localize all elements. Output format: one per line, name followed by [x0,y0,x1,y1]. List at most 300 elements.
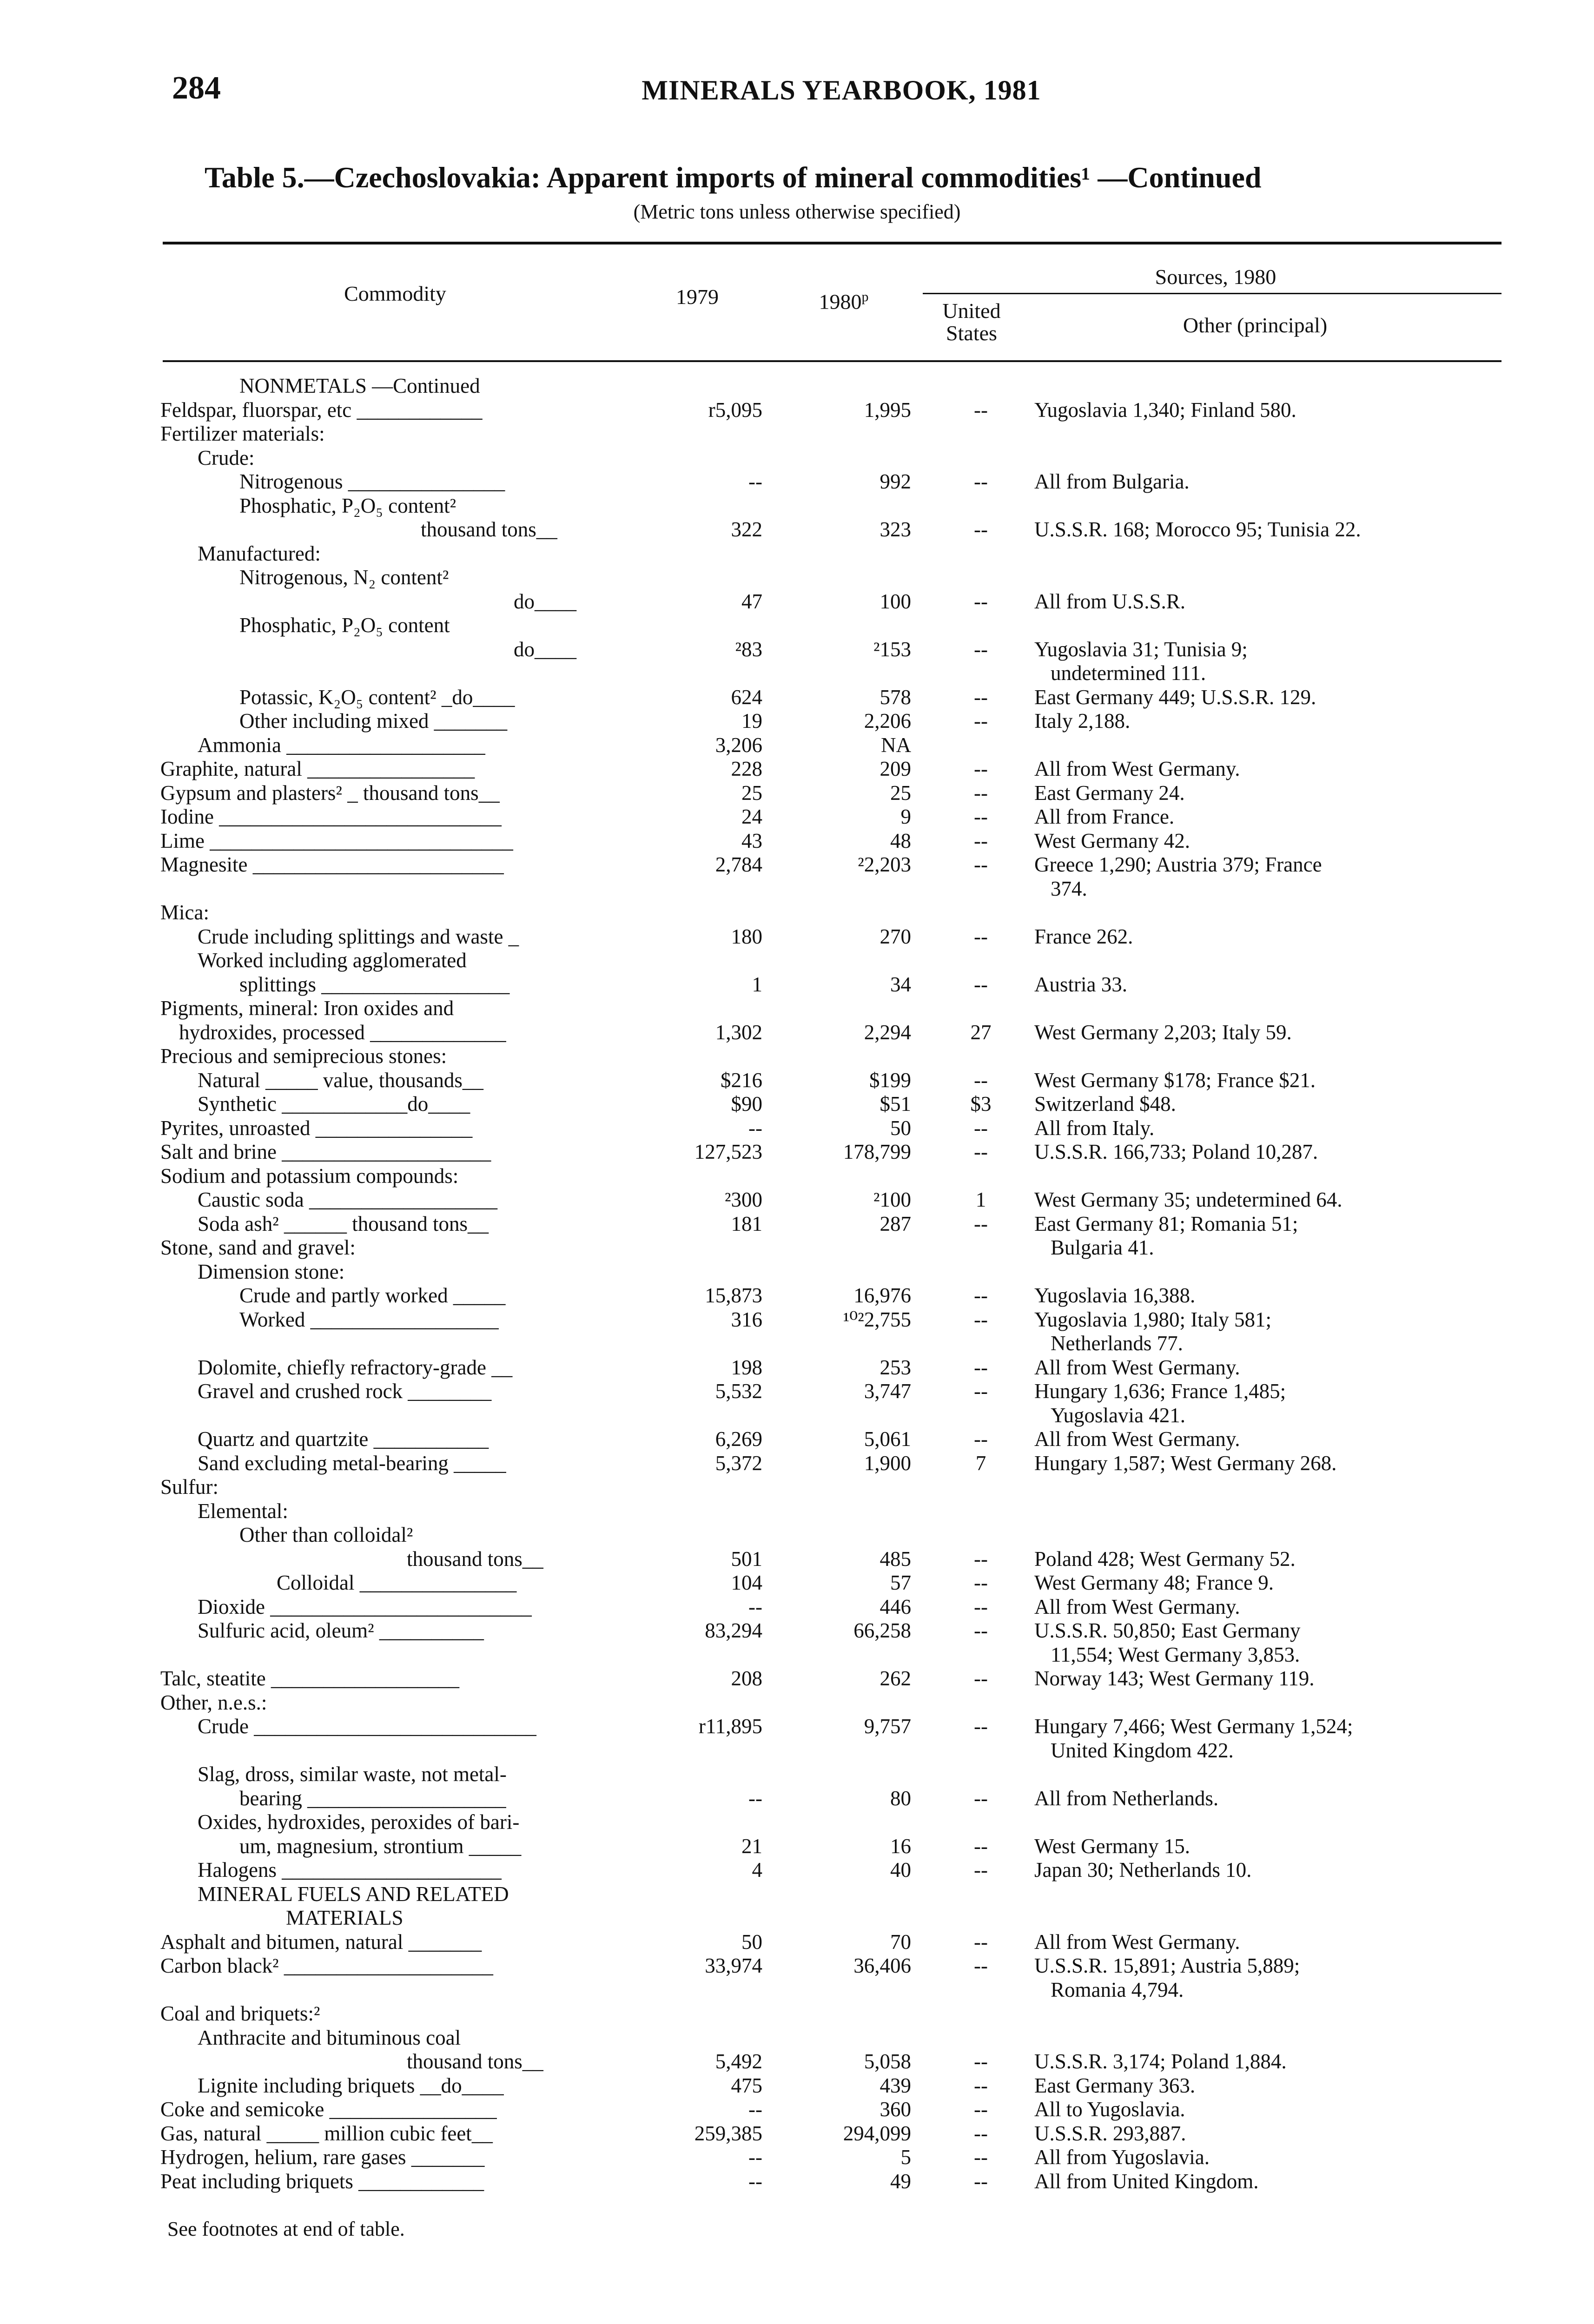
other-sources-continuation-cell: Bulgaria 41. [1051,1236,1154,1259]
table-row [0,925,1594,948]
commodity-cell: Worked including agglomerated [198,949,467,972]
other-sources-cell: All from West Germany. [1034,1595,1240,1618]
value-1980-cell: 48 [890,829,911,852]
commodity-cell: Crude including splittings and waste _ [198,925,519,948]
commodity-cell: Dolomite, chiefly refractory-grade __ [198,1356,513,1379]
value-1980-cell: 9 [900,805,911,828]
united-states-cell: -- [974,1595,988,1618]
commodity-cell: Iodine ___________________________ [160,805,502,828]
united-states-cell: -- [974,470,988,493]
value-1980-cell: $199 [869,1069,911,1092]
value-1980-cell: ²153 [873,638,911,661]
value-1979-cell: 43 [741,829,762,852]
united-states-cell: -- [974,2146,988,2169]
commodity-cell: Slag, dross, similar waste, not metal- [198,1763,507,1786]
value-1979-cell: 5,372 [715,1452,762,1475]
other-sources-continuation-cell: 11,554; West Germany 3,853. [1051,1643,1300,1666]
other-sources-cell: East Germany 24. [1034,781,1185,805]
table-row [0,374,1594,397]
table-row [0,805,1594,828]
commodity-cell: Other, n.e.s.: [160,1691,267,1714]
table-row [0,997,1594,1020]
commodity-cell: Peat including briquets ____________ [160,2170,484,2193]
value-1980-cell: 9,757 [864,1715,911,1738]
table-row [0,1763,1594,1786]
other-sources-cell: West Germany 2,203; Italy 59. [1034,1021,1292,1044]
table-row [0,1715,1594,1738]
other-sources-cell: All from West Germany. [1034,1427,1240,1451]
other-sources-continuation-cell: undetermined 111. [1051,661,1206,685]
commodity-cell: bearing ___________________ [239,1787,506,1810]
commodity-cell: thousand tons__ [407,2050,543,2073]
table-row [0,1954,1594,1977]
commodity-cell: Other including mixed _______ [239,709,508,733]
united-states-cell: -- [974,1571,988,1594]
table-row [0,470,1594,493]
united-states-cell: -- [974,2170,988,2193]
other-sources-cell: U.S.S.R. 293,887. [1034,2122,1186,2145]
commodity-cell: Halogens _____________________ [198,1858,502,1882]
value-1980-cell: ²100 [873,1188,911,1211]
commodity-cell: Pigments, mineral: Iron oxides and [160,997,454,1020]
united-states-cell: -- [974,805,988,828]
value-1979-cell: -- [748,2098,762,2121]
value-1980-cell: 294,099 [843,2122,911,2145]
commodity-cell: Feldspar, fluorspar, etc ____________ [160,398,483,422]
other-sources-cell: All from West Germany. [1034,757,1240,780]
commodity-cell: MINERAL FUELS AND RELATED [198,1882,509,1906]
commodity-cell: Mica: [160,901,209,924]
value-1980-cell: 100 [880,590,911,613]
table-row [0,2146,1594,2169]
commodity-cell: Sulfur: [160,1475,219,1499]
commodity-cell: Phosphatic, P₂O₅ content² [239,494,456,517]
commodity-cell: Lime _____________________________ [160,829,513,852]
value-1979-cell: 47 [741,590,762,613]
table-row [0,781,1594,805]
united-states-cell: -- [974,2074,988,2097]
footnote-reference: See footnotes at end of table. [167,2218,405,2240]
value-1980-cell: $51 [880,1092,911,1116]
value-1979-cell: 19 [741,709,762,733]
commodity-cell: Carbon black² ____________________ [160,1954,493,1977]
value-1980-cell: 2,294 [864,1021,911,1044]
value-1979-cell: 3,206 [715,733,762,757]
united-states-cell: -- [974,518,988,541]
value-1980-cell: 262 [880,1667,911,1690]
table-row [0,1069,1594,1092]
other-sources-cell: All from U.S.S.R. [1034,590,1186,613]
other-sources-cell: Austria 33. [1034,973,1127,996]
value-1980-cell: 178,799 [843,1140,911,1163]
table-row [0,494,1594,517]
commodity-cell: Manufactured: [198,542,321,565]
value-1980-cell: 253 [880,1356,911,1379]
table-row [0,566,1594,589]
value-1979-cell: 501 [731,1547,762,1571]
other-sources-cell: Italy 2,188. [1034,709,1131,733]
value-1980-cell: ¹⁰²2,755 [843,1308,911,1331]
other-sources-cell: All from France. [1034,805,1175,828]
value-1980-cell: 80 [890,1787,911,1810]
commodity-cell: hydroxides, processed _____________ [179,1021,506,1044]
value-1979-cell: 228 [731,757,762,780]
other-sources-continuation-cell: Yugoslavia 421. [1051,1404,1185,1427]
united-states-cell: -- [974,1715,988,1738]
value-1979-cell: 322 [731,518,762,541]
other-sources-cell: West Germany 15. [1034,1835,1191,1858]
table-row [0,638,1594,661]
other-sources-cell: All from West Germany. [1034,1356,1240,1379]
commodity-cell: Coal and briquets:² [160,2002,320,2025]
united-states-cell: -- [974,1212,988,1235]
value-1980-cell: 25 [890,781,911,805]
value-1980-cell: 57 [890,1571,911,1594]
value-1980-cell: 1,995 [864,398,911,422]
table-row [0,518,1594,541]
other-sources-cell: Norway 143; West Germany 119. [1034,1667,1315,1690]
value-1980-cell: 16,976 [853,1284,911,1307]
united-states-cell: -- [974,1284,988,1307]
other-sources-cell: Yugoslavia 31; Tunisia 9; [1034,638,1248,661]
table-subtitle: (Metric tons unless otherwise specified) [633,200,961,223]
table-row [0,2074,1594,2097]
value-1979-cell: -- [748,1787,762,1810]
table-row [0,1619,1594,1642]
value-1979-cell: ²300 [725,1188,762,1211]
united-states-cell: -- [974,1954,988,1977]
table-row [0,1380,1594,1403]
table-top-rule [163,242,1501,244]
commodity-cell: Caustic soda __________________ [198,1188,497,1211]
other-sources-cell: All from Yugoslavia. [1034,2146,1210,2169]
commodity-cell: Graphite, natural ________________ [160,757,475,780]
other-sources-continuation-cell: Romania 4,794. [1051,1978,1184,2001]
table-row [0,1595,1594,1618]
other-sources-cell: East Germany 449; U.S.S.R. 129. [1034,686,1316,709]
table-row [0,1452,1594,1475]
value-1979-cell: -- [748,1595,762,1618]
table-row [0,1523,1594,1546]
value-1979-cell: 15,873 [705,1284,762,1307]
commodity-cell: Ammonia ___________________ [198,733,485,757]
commodity-cell: Oxides, hydroxides, peroxides of bari- [198,1810,520,1834]
commodity-cell: do____ [514,638,576,661]
value-1980-cell: 16 [890,1835,911,1858]
table-row [0,1092,1594,1116]
commodity-cell: thousand tons__ [407,1547,543,1571]
table-row [0,2002,1594,2025]
commodity-cell: Precious and semiprecious stones: [160,1044,447,1068]
commodity-cell: Fertilizer materials: [160,422,325,445]
value-1979-cell: 50 [741,1930,762,1954]
commodity-cell: Synthetic ____________do____ [198,1092,470,1116]
table-row [0,1404,1594,1427]
commodity-cell: Colloidal _______________ [277,1571,517,1594]
preliminary-mark: p [861,289,869,304]
value-1979-cell: -- [748,470,762,493]
table-row [0,2170,1594,2193]
other-sources-cell: All from West Germany. [1034,1930,1240,1954]
united-states-cell: $3 [970,1092,992,1116]
other-sources-cell: Yugoslavia 1,340; Finland 580. [1034,398,1296,422]
united-states-cell: 27 [970,1021,992,1044]
commodity-cell: Crude ___________________________ [198,1715,536,1738]
value-1980-cell: 1,900 [864,1452,911,1475]
value-1980-cell: 34 [890,973,911,996]
table-row [0,686,1594,709]
commodity-cell: Phosphatic, P₂O₅ content [239,614,450,637]
table-row [0,1260,1594,1283]
running-title: MINERALS YEARBOOK, 1981 [642,75,1041,106]
united-states-cell: -- [974,1356,988,1379]
table-row [0,877,1594,900]
united-states-cell: -- [974,1069,988,1092]
united-states-cell: -- [974,2050,988,2073]
other-sources-cell: All from Bulgaria. [1034,470,1190,493]
other-sources-cell: France 262. [1034,925,1133,948]
table-row [0,542,1594,565]
table-row [0,1427,1594,1451]
table-row [0,853,1594,876]
value-1979-cell: 208 [731,1667,762,1690]
table-row [0,1571,1594,1594]
value-1979-cell: 5,532 [715,1380,762,1403]
other-sources-cell: West Germany 48; France 9. [1034,1571,1274,1594]
table-row [0,1643,1594,1666]
commodity-cell: Worked __________________ [239,1308,499,1331]
column-header-other: Other (principal) [1183,313,1328,337]
united-states-cell: -- [974,829,988,852]
table-row [0,661,1594,685]
other-sources-continuation-cell: 374. [1051,877,1087,900]
other-sources-cell: All from United Kingdom. [1034,2170,1259,2193]
value-1980-cell: 439 [880,2074,911,2097]
table-title: Table 5.—Czechoslovakia: Apparent imports of mineral commodities¹ —Continued [205,161,1262,194]
header-bottom-rule [163,360,1501,362]
commodity-cell: Talc, steatite __________________ [160,1667,459,1690]
commodity-cell: Sulfuric acid, oleum² __________ [198,1619,484,1642]
value-1979-cell: 198 [731,1356,762,1379]
value-1979-cell: -- [748,2146,762,2169]
value-1979-cell: $90 [731,1092,762,1116]
table-row [0,1930,1594,1954]
united-states-cell: 1 [975,1188,986,1211]
commodity-cell: Nitrogenous _______________ [239,470,505,493]
united-states-cell: -- [974,925,988,948]
commodity-cell: Coke and semicoke ________________ [160,2098,497,2121]
united-states-cell: -- [974,1427,988,1451]
other-sources-cell: Switzerland $48. [1034,1092,1176,1116]
commodity-cell: NONMETALS —Continued [239,374,480,397]
united-states-cell: -- [974,1116,988,1140]
value-1979-cell: 475 [731,2074,762,2097]
other-sources-cell: Yugoslavia 16,388. [1034,1284,1196,1307]
other-sources-cell: U.S.S.R. 3,174; Poland 1,884. [1034,2050,1287,2073]
value-1980-cell: NA [881,733,911,757]
commodity-cell: Hydrogen, helium, rare gases _______ [160,2146,485,2169]
commodity-cell: Gravel and crushed rock ________ [198,1380,492,1403]
united-states-cell: -- [974,1858,988,1882]
value-1979-cell: 316 [731,1308,762,1331]
value-1980-cell: 2,206 [864,709,911,733]
united-states-cell: -- [974,1667,988,1690]
other-sources-cell: Hungary 1,587; West Germany 268. [1034,1452,1337,1475]
value-1979-cell: r11,895 [698,1715,762,1738]
commodity-cell: Sodium and potassium compounds: [160,1164,459,1188]
united-states-cell: -- [974,757,988,780]
value-1980-cell: 578 [880,686,911,709]
value-1979-cell: 4 [752,1858,762,1882]
commodity-cell: Gypsum and plasters² _ thousand tons__ [160,781,500,805]
commodity-cell: Nitrogenous, N₂ content² [239,566,449,589]
value-1979-cell: 2,784 [715,853,762,876]
value-1980-cell: 5,061 [864,1427,911,1451]
column-header-1980 [786,286,902,313]
table-row [0,709,1594,733]
value-1980-cell: 992 [880,470,911,493]
value-1979-cell: ²83 [735,638,762,661]
commodity-cell: Salt and brine ____________________ [160,1140,491,1163]
other-sources-cell: Hungary 1,636; France 1,485; [1034,1380,1286,1403]
table-row [0,1739,1594,1762]
commodity-cell: thousand tons__ [421,518,557,541]
value-1980-cell: 485 [880,1547,911,1571]
value-1979-cell: 33,974 [705,1954,762,1977]
value-1979-cell: 6,269 [715,1427,762,1451]
table-row [0,1906,1594,1929]
commodity-cell: Sand excluding metal-bearing _____ [198,1452,506,1475]
value-1980-cell: 3,747 [864,1380,911,1403]
table-row [0,829,1594,852]
value-1980-cell: 50 [890,1116,911,1140]
table-row [0,2026,1594,2049]
value-1980-cell: ²2,203 [858,853,911,876]
table-row [0,1116,1594,1140]
table-row [0,1236,1594,1259]
value-1980-cell: 446 [880,1595,911,1618]
commodity-cell: Soda ash² ______ thousand tons__ [198,1212,489,1235]
commodity-cell: Elemental: [198,1499,288,1523]
table-row [0,1691,1594,1714]
commodity-cell: MATERIALS [286,1906,403,1929]
commodity-cell: Other than colloidal² [239,1523,413,1546]
value-1980-cell: 5,058 [864,2050,911,2073]
united-states-cell: -- [974,2098,988,2121]
other-sources-cell: Yugoslavia 1,980; Italy 581; [1034,1308,1271,1331]
table-row [0,2098,1594,2121]
table-row [0,1835,1594,1858]
page-header [172,70,1511,121]
table-row [0,398,1594,422]
commodity-cell: um, magnesium, strontium _____ [239,1835,522,1858]
value-1979-cell: $216 [721,1069,762,1092]
table-row [0,2122,1594,2145]
other-sources-continuation-cell: United Kingdom 422. [1051,1739,1234,1762]
table-row [0,1284,1594,1307]
commodity-cell: Dimension stone: [198,1260,345,1283]
table-row [0,1667,1594,1690]
united-states-cell: -- [974,590,988,613]
table-row [0,422,1594,445]
table-row [0,1882,1594,1906]
value-1979-cell: 1 [752,973,762,996]
value-1979-cell: 25 [741,781,762,805]
column-header-sources: Sources, 1980 [1155,265,1277,289]
other-sources-cell: West Germany 42. [1034,829,1191,852]
commodity-cell: Gas, natural _____ million cubic feet__ [160,2122,493,2145]
table-row [0,2050,1594,2073]
value-1979-cell: 104 [731,1571,762,1594]
united-states-cell: -- [974,1835,988,1858]
value-1980-cell: 49 [890,2170,911,2193]
table-row [0,733,1594,757]
value-1979-cell: 83,294 [705,1619,762,1642]
united-states-cell: -- [974,1930,988,1954]
other-sources-cell: Greece 1,290; Austria 379; France [1034,853,1322,876]
value-1979-cell: -- [748,1116,762,1140]
table-row [0,1499,1594,1523]
table-row [0,1356,1594,1379]
commodity-cell: Lignite including briquets __do____ [198,2074,504,2097]
table-row [0,1858,1594,1882]
value-1980-cell: 323 [880,518,911,541]
value-1979-cell: 21 [741,1835,762,1858]
value-1979-cell: 181 [731,1212,762,1235]
value-1980-cell: 270 [880,925,911,948]
united-states-cell: -- [974,973,988,996]
column-header-commodity: Commodity [344,282,446,305]
commodity-cell: Anthracite and bituminous coal [198,2026,461,2049]
value-1980-cell: 40 [890,1858,911,1882]
commodity-cell: Asphalt and bitumen, natural _______ [160,1930,482,1954]
table-row [0,590,1594,613]
column-header-united-states: United States [942,299,1001,345]
united-states-cell: -- [974,2122,988,2145]
commodity-cell: Crude and partly worked _____ [239,1284,506,1307]
value-1979-cell: 5,492 [715,2050,762,2073]
value-1980-cell: 287 [880,1212,911,1235]
value-1979-cell: 624 [731,686,762,709]
column-header-1980-label: 1980 [819,290,862,314]
page-number: 284 [172,70,221,106]
commodity-cell: Pyrites, unroasted _______________ [160,1116,473,1140]
table-row [0,1044,1594,1068]
table-row [0,1978,1594,2001]
united-states-cell: -- [974,853,988,876]
other-sources-cell: Hungary 7,466; West Germany 1,524; [1034,1715,1353,1738]
united-states-cell: -- [974,686,988,709]
table-row [0,1308,1594,1331]
united-states-cell: -- [974,638,988,661]
value-1980-cell: 70 [890,1930,911,1954]
table-row [0,1787,1594,1810]
other-sources-cell: U.S.S.R. 168; Morocco 95; Tunisia 22. [1034,518,1361,541]
table-row [0,949,1594,972]
value-1980-cell: 209 [880,757,911,780]
value-1979-cell: -- [748,2170,762,2193]
commodity-cell: Stone, sand and gravel: [160,1236,356,1259]
table-row [0,757,1594,780]
other-sources-cell: East Germany 363. [1034,2074,1196,2097]
value-1979-cell: 1,302 [715,1021,762,1044]
united-states-cell: -- [974,1380,988,1403]
commodity-cell: Natural _____ value, thousands__ [198,1069,483,1092]
commodity-cell: Crude: [198,446,255,469]
table-row [0,1140,1594,1163]
other-sources-cell: West Germany $178; France $21. [1034,1069,1316,1092]
other-sources-cell: Japan 30; Netherlands 10. [1034,1858,1252,1882]
